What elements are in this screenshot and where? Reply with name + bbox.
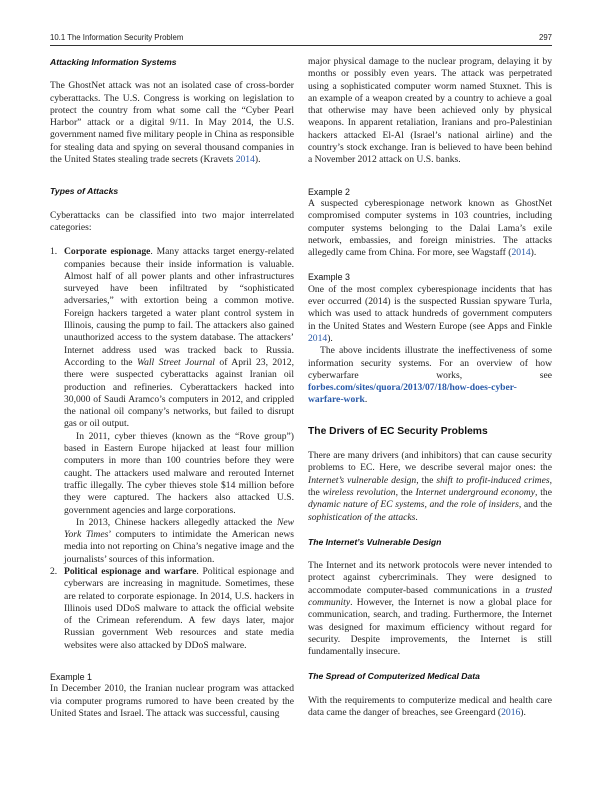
paragraph-categories: Cyberattacks can be classified into two major interrelated categories: (50, 209, 294, 233)
forbes-url-link[interactable]: forbes.com/sites/quora/2013/07/18/how-does-cyber-warfare-work (308, 382, 517, 406)
right-column (308, 56, 552, 719)
header-rule (50, 45, 552, 46)
heading-example-2: Example 2 (308, 186, 350, 197)
paragraph-above-incidents: The above incidents illustrate the ineffectiveness of some information security systems. For an overview of how cyberwarfare works, see forbes.com/sites/quora/2013/07/18/how-does-cyber-warfare-work. (308, 345, 552, 406)
heading-drivers-of-ec-security: The Drivers of EC Security Problems (308, 425, 488, 437)
example-2-text: A suspected cyberespionage network known as GhostNet compromised computer systems in 103 countries, including computer systems belonging to the Dalai Lama’s exile network, embassies, and foreign ministries. The attacks allegedly came from China. For more, see Wagstaff (2014). (308, 197, 552, 259)
section-title: 10.1 The Information Security Problem (50, 33, 184, 42)
page-number: 297 (538, 33, 552, 42)
nyt-paragraph: In 2013, Chinese hackers allegedly attacked the New York Times’ computers to intimidate the American news media into not reporting on China’s negative image and the journalists’ sources of this information. (64, 516, 294, 565)
paragraph-drivers: There are many drivers (and inhibitors) that can cause security problems to EC. Here, we describe several major ones: the Internet’s vulnerable design, the shift to profit-induced crimes, the wireless revolution, the Internet underground economy, the dynamic nature of EC systems, and the role of insiders, and the sophistication of the attacks. (308, 450, 552, 523)
citation-link-wagstaff[interactable]: 2014 (511, 247, 531, 259)
heading-internet-vulnerable-design: The Internet’s Vulnerable Design (308, 536, 442, 547)
left-column (50, 56, 294, 720)
citation-link-kravets[interactable]: 2014 (235, 154, 255, 166)
heading-example-3: Example 3 (308, 272, 350, 283)
heading-example-1: Example 1 (50, 672, 92, 683)
list-item-political-espionage: 2. Political espionage and warfare. Political espionage and cyberwars are increasing in magnitude. Sometimes, these are related to corporate espionage. In 2014, U.S. hackers in Illinois used DDoS malware to attack the official website of the Crimean referendum. A few days later, major Russian government Web resources and state media websites were also attacked by DDoS malware. (50, 565, 294, 651)
heading-types-of-attacks: Types of Attacks (50, 186, 119, 197)
citation-link-apps-finkle[interactable]: 2014 (308, 332, 328, 344)
rove-group-paragraph: In 2011, cyber thieves (known as the “Rove group”) based in Eastern Europe hijacked at least four million computers in more than 100 countries before they were caught. The attackers used malware and rerouted Internet traffic illegally. The cyber thieves stole $14 million before they were captured. The hackers also attacked U.S. government agencies and large corporations. (64, 430, 294, 516)
example-3-text: One of the most complex cyberespionage incidents that has ever occurred (2014) is the suspected Russian spyware Turla, which was used to attack hundreds of government computers in the United States and Western Europe (see Apps and Finkle 2014). (308, 283, 552, 344)
paragraph-vulnerable-design: The Internet and its network protocols were never intended to protect against cybercriminals. They were designed to accommodate computer-based communications in a trusted community. However, the Internet is now a global place for communication, search, and trading. Furthermore, the Internet was designed for maximum efficiency without regard for security. Despite improvements, the Internet is still fundamentally insecure. (308, 560, 552, 658)
heading-attacking-information-systems: Attacking Information Systems (50, 57, 177, 67)
attack-categories-list (50, 246, 294, 652)
paragraph-medical-data: With the requirements to computerize medical and health care data came the danger of breaches, see Greengard (2016). (308, 694, 552, 719)
list-item-corporate-espionage: 1. Corporate espionage. Many attacks target energy-related companies because their inside information is valuable. Almost half of all power plants and other infrastructures surveyed have been infiltrated by “sophisticated adversaries,” with extortion being a common motive. Foreign hackers targeted a water plant control system in Illinois, causing the pump to fail. The attackers also gained unauthorized access to the system database. The attackers’ Internet address used was tracked back to Russia. According to the Wall Street Journal of April 23, 2012, there were suspected cyberattacks against Iranian oil production and refineries. Cyberattackers hacked into 30,000 of Saudi Aramco’s computers in 2012, and crippled the national oil company’s networks, but failed to disrupt gas or oil output. In 2011, cyber thieves (known as the “Rove group”) based in Eastern Europe hijacked at least four million computers in more than 100 countries before they were caught. The attackers used malware and rerouted Internet traffic illegally. The cyber thieves stole $14 million before they were captured. The hackers also attacked U.S. government agencies and large corporations. In 2013, Chinese hackers allegedly attacked the New York Times’ computers to intimidate the American news media into not reporting on China’s negative image and the journalists’ sources of this information. (50, 246, 294, 565)
citation-link-greengard[interactable]: 2016 (501, 707, 521, 719)
example-1-text: In December 2010, the Iranian nuclear program was attacked via computer programs rumored to have been created by the United States and Israel. The attack was successful, causing (50, 683, 294, 719)
heading-computerized-medical-data: The Spread of Computerized Medical Data (308, 671, 480, 682)
corporate-espionage-text: Corporate espionage. Many attacks target energy-related companies because their inside information is valuable. Almost half of all power plants and other infrastructures surveyed have been infiltrated by “sophisticated adversaries,” with extortion being a common motive. Foreign hackers targeted a water plant control system in Illinois, causing the pump to fail. The attackers also gained unauthorized access to the system database. The attackers’ Internet address used was tracked back to Russia. According to the Wall Street Journal of April 23, 2012, there were suspected cyberattacks against Iranian oil production and refineries. Cyberattackers hacked into 30,000 of Saudi Aramco’s computers in 2012, and crippled the national oil company’s networks, but failed to disrupt gas or oil output. (64, 246, 294, 430)
paragraph-ghostnet: The GhostNet attack was not an isolated case of cross-border cyberattacks. The U.S. Congress is working on legislation to protect the country from what some call the “Cyber Pearl Harbor” attack or a digital 9/11. In May 2014, the U.S. government named five military people in China as responsible for stealing data and spying on several thousand companies in the United States stealing trade secrets (Kravets 2014). (50, 80, 294, 166)
political-espionage-text: Political espionage and warfare. Political espionage and cyberwars are increasing in magnitude. Sometimes, these are related to corporate espionage. In 2014, U.S. hackers in Illinois used DDoS malware to attack the official website of the Crimean referendum. A few days later, major Russian government Web resources and state media websites were also attacked by DDoS malware. (64, 565, 294, 651)
example-1-continued: major physical damage to the nuclear program, delaying it by months or possibly even years. The attack was perpetrated using a sophisticated computer worm named Stuxnet. This is an example of a weapon created by a country to achieve a goal that otherwise may have been achieved only by physical weapons. In apparent retaliation, Iranians and pro-Palestinian hackers attacked El-Al (Israel’s national airline) and the country’s stock exchange. Iran is believed to have been behind a November 2012 attack on U.S. banks. (308, 56, 552, 166)
